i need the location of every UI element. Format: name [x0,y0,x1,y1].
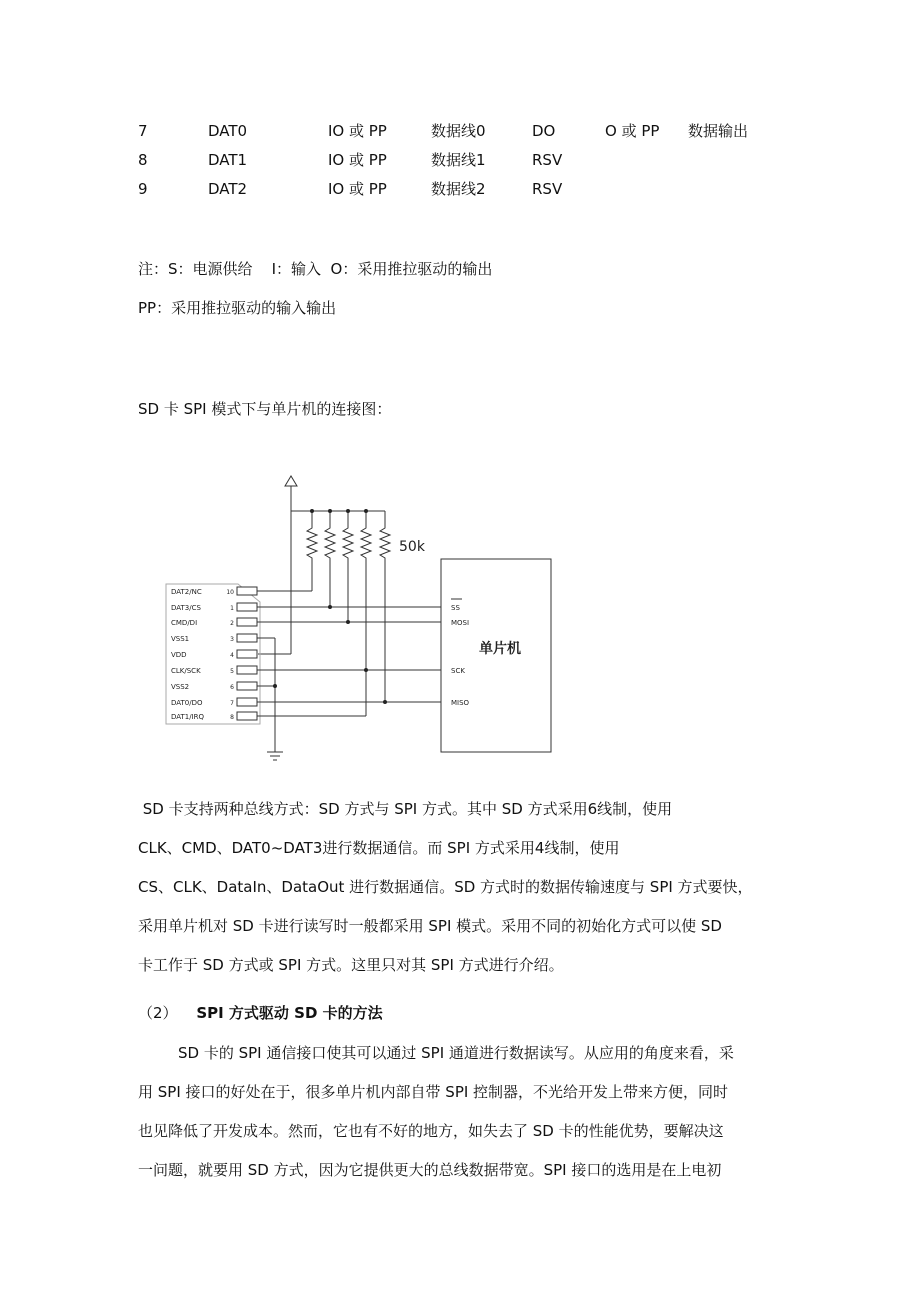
resistor-label: 50k [399,539,425,555]
paragraph-line: 也见降低了开发成本。然而，它也有不好的地方，如失去了 SD 卡的性能优势，要解决这 [138,1122,724,1140]
paragraph-line: 卡工作于 SD 方式或 SPI 方式。这里只对其 SPI 方式进行介绍。 [138,956,564,974]
paragraph-line: CS、CLK、DataIn、DataOut 进行数据通信。SD 方式时的数据传输速度与 SPI 方式要快， [138,878,753,896]
pin-name: DAT2 [208,180,248,198]
mcu-pin-label: MOSI [451,619,470,627]
sd-pin-number: 5 [230,668,234,675]
sd-pin-label: VDD [171,651,187,659]
pin-type: IO 或 PP [328,122,387,140]
sd-pin-label: CMD/DI [171,619,198,627]
diagram-caption: SD 卡 SPI 模式下与单片机的连接图： [138,400,392,418]
section-heading [138,1004,383,1022]
pin-type: IO 或 PP [328,180,387,198]
sd-pin-number: 10 [226,589,234,596]
note-line: 注：S：电源供给 I：输入 O：采用推拉驱动的输出 [138,260,493,278]
pin-description: 数据线1 [431,151,486,169]
spi-pin-name: RSV [532,180,563,198]
sd-pin-label: VSS2 [171,683,190,691]
pin-description: 数据线0 [431,122,486,140]
pin-name: DAT0 [208,122,248,140]
sd-pin-number: 4 [230,652,234,659]
section-title: SPI 方式驱动 SD 卡的方法 [196,1004,383,1022]
sd-pin-label: VSS1 [171,635,190,643]
mcu-pin-label: SS [451,604,460,612]
pin-type: IO 或 PP [328,151,387,169]
sd-pin-number: 8 [230,714,234,721]
spi-pin-name: DO [532,122,556,140]
sd-pin-label: DAT3/CS [171,604,201,612]
spi-pin-name: RSV [532,151,563,169]
pin-description: 数据线2 [431,180,486,198]
pin-number: 8 [138,151,148,169]
note-line: PP：采用推拉驱动的输入输出 [138,299,337,317]
section-number: （2） [138,1004,178,1022]
sd-pin-label: DAT1/IRQ [171,713,205,721]
spi-pin-type: O 或 PP [605,122,660,140]
sd-pin-number: 3 [230,636,234,643]
sd-pin-number: 2 [230,620,234,627]
paragraph-line: SD 卡支持两种总线方式：SD 方式与 SPI 方式。其中 SD 方式采用6线制，使用 [138,800,673,818]
sd-pin-label: CLK/SCK [171,667,201,675]
sd-pin-label: DAT0/DO [171,699,203,707]
sd-pin-number: 7 [230,700,234,707]
pullup-resistors [307,511,390,716]
sd-pin-number: 6 [230,684,234,691]
mcu-pin-label: MISO [451,699,470,707]
mcu-label: 单片机 [479,641,521,657]
mcu-pin-label: SCK [451,667,465,675]
paragraph-line: CLK、CMD、DAT0~DAT3进行数据通信。而 SPI 方式采用4线制，使用 [138,839,620,857]
paragraph-line: 用 SPI 接口的好处在于，很多单片机内部自带 SPI 控制器，不光给开发上带来方便，同时 [138,1083,729,1101]
pin-number: 9 [138,180,148,198]
paragraph-line: SD 卡的 SPI 通信接口使其可以通过 SPI 通道进行数据读写。从应用的角度来看，采 [178,1044,734,1062]
pin-number: 7 [138,122,148,140]
sd-pin-number: 1 [230,605,234,612]
paragraph-line: 一问题，就要用 SD 方式，因为它提供更大的总线数据带宽。SPI 接口的选用是在上电初 [138,1161,722,1179]
paragraph-line: 采用单片机对 SD 卡进行读写时一般都采用 SPI 模式。采用不同的初始化方式可以使 SD [138,917,722,935]
pin-name: DAT1 [208,151,248,169]
sd-pin-label: DAT2/NC [171,588,202,596]
spi-pin-description: 数据输出 [688,122,749,140]
